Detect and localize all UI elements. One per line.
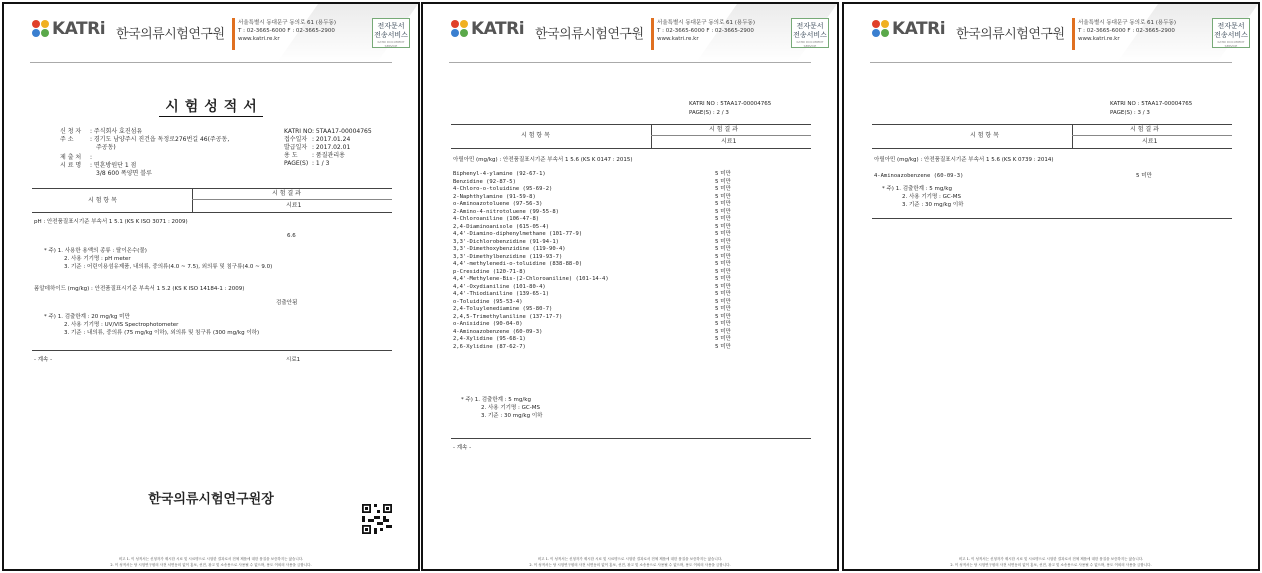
col-result-header: 시 험 결 과 [272,190,301,197]
table-col-divider [192,188,193,212]
ph-title: pH : 안전품질표시기준 부속서 1 5.1 (KS K ISO 3071 : 2009) [34,219,188,225]
result-row-name: 3,3'-Dichlorobenzidine (91-94-1) [453,238,559,245]
result-row-value: 5 미만 [715,291,731,297]
note-3: 3. 기준 : 30 mg/kg 이하 [481,413,543,419]
result-row-name: 4,4'-Thiodianiline (139-65-1) [453,291,550,297]
result-row-value: 5 미만 [715,238,731,245]
result-row-name: 2,4,5-Trimethylaniline (137-17-7) [453,313,563,320]
result-row-value: 5 미만 [715,201,731,207]
e-document-badge: 전자문서 전송서비스 KATRI DOCUMENT SERVICE [372,18,410,48]
footer-note-2: 2. 이 성적서는 당 시험연구원의 사전 서면동의 없이 홍보, 선전, 광고 및 소송용으로 사용될 수 없으며, 용도 이외의 사용을 금합니다. [950,563,1152,567]
result-row-value: 5 미만 [715,328,731,335]
use-label: 용 도 [284,152,298,159]
result-row [453,261,813,269]
result-row [453,336,813,344]
result-row [453,344,813,352]
formaldehyde-value: 검출안됨 [276,300,298,306]
result-row [453,224,813,232]
sample-value-2: 3/8 600 폭양면 블루 [96,170,152,177]
footer-note-2: 2. 이 성적서는 당 시험연구원의 사전 서면동의 없이 홍보, 선전, 광고 및 소송용으로 사용될 수 없으며, 용도 이외의 사용을 금합니다. [110,563,312,567]
address-value: : 경기도 남양주시 진건읍 독정로276번길 46(주공동, [90,136,230,143]
applicant-value: : 주식회사 효진섬유 [90,128,143,135]
arylamine-section-title: 아릴아민 (mg/kg) : 안전품질표시기준 부속서 1 5.6 (KS K 0739 : 2014) [874,157,1054,163]
result-row-value: 5 미만 [715,321,731,327]
institute-name: 한국의류시험연구원 [956,27,1065,42]
table-top-rule [451,124,811,125]
footer-note-1: 비고 1. 이 성적서는 신청자가 제시한 시료 및 시료명으로 시험한 결과로서 전체 제품에 대한 품질을 보증하지는 않습니다. [118,557,304,561]
page-header [32,18,410,52]
result-row [453,329,813,337]
result-row-value: 5 미만 [715,246,731,252]
result-row [453,321,813,329]
result-row-name: 4-Chloro-o-toluidine (95-69-2) [453,186,553,192]
report-page-3 [842,2,1260,571]
result-row-value: 5 미만 [715,283,731,290]
result-row-name: Benzidine (92-87-5) [453,178,516,185]
result-row [453,231,813,239]
katri-logo-icon [32,20,50,38]
result-row [453,269,813,277]
ph-note-1: * 주) 1. 사용한 용액의 종류 : 탈이온수(물) [44,248,147,254]
logo-text: KATRi [52,19,106,39]
result-row-name: 2-Amino-4-nitrotoluene (99-55-8) [453,208,559,215]
result-row-value: 5 미만 [715,343,731,350]
result-row-value: 5 미만 [715,298,731,305]
result-row-value: 5 미만 [715,208,731,215]
katri-no: KATRI NO : 5TAA17-00004765 [689,101,772,107]
result-row-name: p-Cresidine (120-71-8) [453,268,526,275]
result-subrule [192,199,392,200]
result-row [453,314,813,322]
header-divider [1072,18,1075,50]
logo-text: KATRi [471,19,525,39]
result-row-name: 2,4-Xylidine (95-68-1) [453,336,526,342]
result-row-value: 5 미만 [715,178,731,185]
ph-note-3: 3. 기준 : 어린이용섬유제품, 내의류, 중의류(4.0 ~ 7.5), 외의류 및 침구류(4.0 ~ 9.0) [64,264,273,270]
katri-logo-icon [872,20,890,38]
result-row-value: 5 미만 [715,253,731,260]
use-value: : 품질관리용 [312,152,345,159]
result-row-name: Biphenyl-4-ylamine (92-67-1) [453,171,546,177]
katri-no-value: : 5TAA17-00004765 [312,128,372,135]
report-page-2 [421,2,839,571]
result-row-name: o-Anisidine (90-04-0) [453,321,523,327]
result-row-name: 4,4'-Oxydianiline (101-80-4) [453,283,546,290]
result-row [453,179,813,187]
ph-note-2: 2. 사용 기기명 : pH meter [64,256,131,262]
footer-note-1: 비고 1. 이 성적서는 신청자가 제시한 시료 및 시료명으로 시험한 결과로서 전체 제품에 대한 품질을 보증하지는 않습니다. [537,557,723,561]
continued-sample: 시료1 [286,357,301,363]
arylamine-section-title: 아릴아민 (mg/kg) : 안전품질표시기준 부속서 1 5.6 (KS K 0147 : 2015) [453,157,633,163]
note-2: 2. 사용 기기명 : GC-MS [481,405,540,411]
result-row [453,299,813,307]
col-item-header: 시 험 항 목 [88,197,117,204]
header-rule [449,62,811,63]
katri-no-label: KATRI NO [284,128,313,135]
result-row [453,194,813,202]
col-result-header: 시 험 결 과 [709,126,738,133]
col-sample-header: 시료1 [721,138,737,145]
table-top-rule [872,124,1232,125]
page-count: PAGE(S) : 2 / 3 [689,110,729,116]
result-row [453,239,813,247]
result-row [453,284,813,292]
result-row-value: 5 미만 [715,231,731,237]
result-row-value: 5 미만 [715,336,731,342]
formaldehyde-title: 폼알데하이드 (mg/kg) : 안전품질표시기준 부속서 1 5.2 (KS K ISO 14184-1 : 2009) [34,286,245,292]
result-row-name: 2,6-Xylidine (87-62-7) [453,343,526,350]
result-row-name: o-Toluidine (95-53-4) [453,298,523,305]
result-row-value: 5 미만 [715,171,731,177]
logo-text: KATRi [892,19,946,39]
result-row-name: 3,3'-Dimethoxybenzidine (119-90-4) [453,246,566,252]
result-row-value: 5 미만 [715,276,731,282]
table-header-rule [32,212,392,213]
e-document-badge: 전자문서 전송서비스 KATRI DOCUMENT SERVICE [791,18,829,48]
col-sample-header: 시료1 [1142,138,1158,145]
result-row [453,186,813,194]
note-1: * 주) 1. 검출한계 : 5 mg/kg [882,186,952,192]
katri-logo-icon [451,20,469,38]
issue-date-label: 발급일자 [284,144,308,151]
col-item-header: 시 험 항 목 [521,132,550,139]
maker-label: 제 출 처 [60,154,82,161]
institute-address: 서울특별시 동대문구 동의로 61 (용두동) T : 02-3665-6000 F : 02-3665-2900 www.katri.re.kr [1078,20,1176,42]
page-title: 시험성적서 [4,96,418,116]
continued-label: - 계속 - [34,357,53,363]
applicant-label: 신 청 자 [60,128,82,135]
col-item-header: 시 험 항 목 [970,132,999,139]
result-row-value: 5 미만 [715,193,731,200]
continued-label: - 계속 - [453,445,472,451]
col-sample-header: 시료1 [286,202,302,209]
institute-name: 한국의류시험연구원 [535,27,644,42]
result-row [453,171,813,179]
table-bottom-rule [451,438,811,439]
institute-name: 한국의류시험연구원 [116,27,225,42]
signature-institute: 한국의류시험연구원장 [148,492,274,507]
qr-code-icon [362,504,392,534]
header-rule [30,62,392,63]
result-row-name: 4,4'-Diamino-diphenylmethane (101-77-9) [453,231,583,237]
result-row-name: 4,4'-methylenedi-o-toluidine (838-88-0) [453,261,583,267]
table-header-rule [872,148,1232,149]
table-bottom-rule [32,350,392,351]
formaldehyde-note-3: 3. 기준 : 내의류, 중의류 (75 mg/kg 이하), 외의류 및 침구류 (300 mg/kg 이하) [64,330,260,336]
note-2: 2. 사용 기기명 : GC-MS [902,194,961,200]
result-row-name: 4-Aminoazobenzene (60-09-3) [453,328,543,335]
header-rule [870,62,1232,63]
result-row-name: 4-Aminoazobenzene (60-09-3) [874,173,964,179]
header-divider [232,18,235,50]
result-row [453,209,813,217]
result-row-name: 4,4'-Methylene-Bis-(2-Chloroaniline) (101-14-4) [453,276,609,282]
result-row-value: 5 미만 [715,306,731,312]
sample-value: : 면혼방원단 1 점 [90,162,137,169]
footer-note-1: 비고 1. 이 성적서는 신청자가 제시한 시료 및 시료명으로 시험한 결과로서 전체 제품에 대한 품질을 보증하지는 않습니다. [958,557,1144,561]
header-divider [651,18,654,50]
table-col-divider [651,124,652,148]
table-bottom-rule [872,218,1232,219]
result-row [453,276,813,284]
result-row-value: 5 미만 [715,223,731,230]
page-count-label: PAGE(S) [284,160,309,167]
institute-address: 서울특별시 동대문구 동의로 61 (용두동) T : 02-3665-6000 F : 02-3665-2900 www.katri.re.kr [238,20,336,42]
result-row [453,201,813,209]
page-count: PAGE(S) : 3 / 3 [1110,110,1150,116]
result-row-value: 5 미만 [1136,173,1152,179]
result-row-name: 4-Chloroaniline (106-47-8) [453,216,540,222]
recv-date-label: 접수일자 [284,136,308,143]
result-row-name: o-Aminoazotoluene (97-56-3) [453,201,543,207]
formaldehyde-note-2: 2. 사용 기기명 : UV/VIS Spectrophotometer [64,322,179,328]
col-result-header: 시 험 결 과 [1130,126,1159,133]
result-row [453,306,813,314]
result-subrule [651,135,811,136]
page-header [872,18,1250,52]
result-row-name: 2-Naphthylamine (91-59-8) [453,193,536,200]
result-row-value: 5 미만 [715,186,731,192]
result-row-name: 2,4-Diaminoanisole (615-05-4) [453,223,550,230]
katri-no: KATRI NO : 5TAA17-00004765 [1110,101,1193,107]
table-top-rule [32,188,392,189]
page-count-value: : 1 / 3 [312,160,330,167]
ph-value: 6.6 [287,233,296,239]
footer-note-2: 2. 이 성적서는 당 시험연구원의 사전 서면동의 없이 홍보, 선전, 광고 및 소송용으로 사용될 수 없으며, 용도 이외의 사용을 금합니다. [529,563,731,567]
result-row [453,246,813,254]
table-col-divider [1072,124,1073,148]
recv-date-value: : 2017.01.24 [312,136,351,143]
sample-label: 시 료 명 [60,162,82,169]
report-page-1 [2,2,420,571]
result-row-value: 5 미만 [715,313,731,320]
result-row-name: 2,4-Toluylenediamine (95-80-7) [453,306,553,312]
result-row-value: 5 미만 [715,261,731,267]
address-label: 주 소 [60,136,74,143]
result-row-value: 5 미만 [715,268,731,275]
result-row-value: 5 미만 [715,216,731,222]
maker-value: : [90,154,93,161]
formaldehyde-note-1: * 주) 1. 검출한계 : 20 mg/kg 미만 [44,314,130,320]
e-document-badge: 전자문서 전송서비스 KATRI DOCUMENT SERVICE [1212,18,1250,48]
result-row [453,291,813,299]
institute-address: 서울특별시 동대문구 동의로 61 (용두동) T : 02-3665-6000 F : 02-3665-2900 www.katri.re.kr [657,20,755,42]
table-header-rule [451,148,811,149]
address-value-2: 주공동) [96,144,116,151]
arylamine-result-list [453,171,813,351]
result-row-name: 3,3'-Dimethylbenzidine (119-93-7) [453,253,563,260]
result-row [453,216,813,224]
issue-date-value: : 2017.02.01 [312,144,351,151]
note-1: * 주) 1. 검출한계 : 5 mg/kg [461,397,531,403]
page-header [451,18,829,52]
result-row [453,254,813,262]
result-subrule [1072,135,1232,136]
note-3: 3. 기준 : 30 mg/kg 이하 [902,202,964,208]
